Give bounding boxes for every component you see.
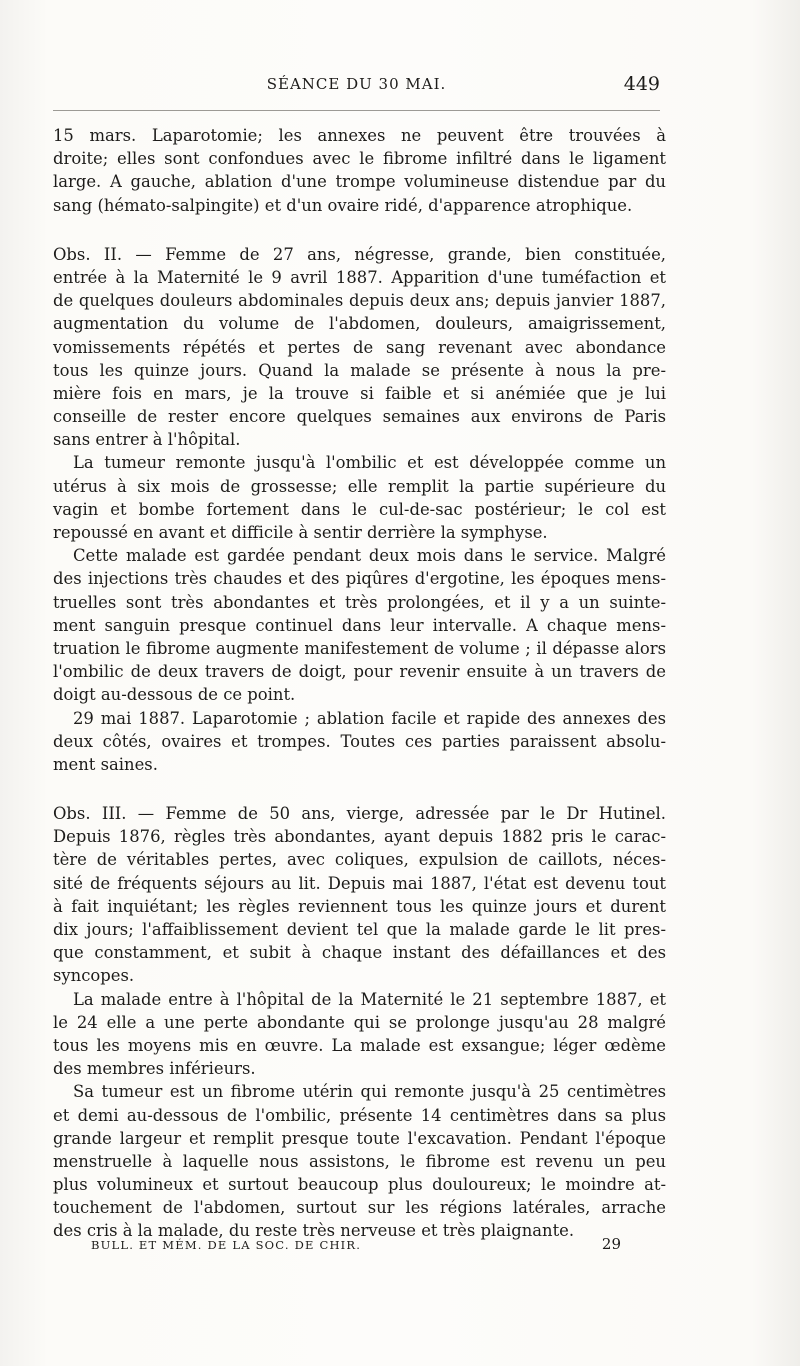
text-line: tère de véritables pertes, avec coliques, expulsion de caillots, néces- xyxy=(53,850,666,870)
text-line: Cette malade est gardée pendant deux mois dans le service. Malgré xyxy=(73,546,666,566)
text-line: syncopes. xyxy=(53,966,135,986)
paragraph xyxy=(53,451,666,544)
text-line: vomissements répétés et pertes de sang revenant avec abondance xyxy=(53,337,666,357)
text-line: Obs. II. — Femme de 27 ans, négresse, grande, bien constituée, xyxy=(53,244,666,264)
text-line: sité de fréquents séjours au lit. Depuis mai 1887, l'état est devenu tout xyxy=(53,873,666,893)
text-line: Sa tumeur est un fibrome utérin qui remonte jusqu'à 25 centimètres xyxy=(73,1082,666,1102)
page-number: 449 xyxy=(623,73,660,95)
text-line: à fait inquiétant; les règles reviennent tous les quinze jours et durent xyxy=(53,896,666,916)
text-line: ment sanguin presque continuel dans leur intervalle. A chaque mens- xyxy=(53,615,666,635)
paragraph xyxy=(53,1080,666,1242)
text-line: touchement de l'abdomen, surtout sur les régions latérales, arrache xyxy=(53,1198,666,1218)
text-line: 15 mars. Laparotomie; les annexes ne peuvent être trouvées à xyxy=(53,126,666,145)
paragraph xyxy=(53,243,666,452)
text-line: grande largeur et remplit presque toute l'excavation. Pendant l'époque xyxy=(53,1128,666,1148)
text-line: utérus à six mois de grossesse; elle remplit la partie supérieure du xyxy=(53,476,666,496)
text-line: truation le fibrome augmente manifestement de volume ; il dépasse alors xyxy=(53,638,666,658)
text-line: sang (hémato-salpingite) et d'un ovaire ridé, d'apparence atrophique. xyxy=(53,195,633,215)
text-line: et demi au-dessous de l'ombilic, présente 14 centimètres dans sa plus xyxy=(53,1105,666,1125)
text-line: que constamment, et subit à chaque instant des défaillances et des xyxy=(53,943,666,963)
paragraph xyxy=(53,802,666,988)
paragraph xyxy=(53,124,666,217)
text-line: sans entrer à l'hôpital. xyxy=(53,430,241,450)
text-line: repoussé en avant et difficile à sentir derrière la symphyse. xyxy=(53,523,548,542)
paragraph-gap xyxy=(53,776,666,802)
body-text xyxy=(53,124,666,1243)
text-line: des membres inférieurs. xyxy=(53,1059,256,1079)
text-line: tous les quinze jours. Quand la malade se présente à nous la pre- xyxy=(53,360,666,380)
text-line: mière fois en mars, je la trouve si faible et si anémiée que je lui xyxy=(53,383,666,403)
running-head xyxy=(53,75,660,103)
journal-title: BULL. ET MÉM. DE LA SOC. DE CHIR. xyxy=(91,1238,362,1252)
text-line: l'ombilic de deux travers de doigt, pour revenir ensuite à un travers de xyxy=(53,662,666,682)
text-line: vagin et bombe fortement dans le cul-de-sac postérieur; le col est xyxy=(53,499,666,519)
text-line: des injections très chaudes et des piqûres d'ergotine, les époques mens- xyxy=(53,569,666,589)
paragraph xyxy=(53,988,666,1081)
text-line: de quelques douleurs abdominales depuis deux ans; depuis janvier 1887, xyxy=(53,291,666,311)
text-line: Depuis 1876, règles très abondantes, ayant depuis 1882 pris le carac- xyxy=(53,827,666,847)
paragraph-gap xyxy=(53,217,666,243)
header-rule xyxy=(53,110,660,111)
text-line: doigt au-dessous de ce point. xyxy=(53,685,296,705)
text-line: droite; elles sont confondues avec le fibrome infiltré dans le ligament xyxy=(53,149,666,169)
running-title: SÉANCE DU 30 MAI. xyxy=(266,75,447,93)
text-line: 29 mai 1887. Laparotomie ; ablation facile et rapide des annexes des xyxy=(73,708,666,728)
text-line: deux côtés, ovaires et trompes. Toutes ces parties paraissent absolu- xyxy=(53,731,666,751)
text-line: menstruelle à laquelle nous assistons, le fibrome est revenu un peu xyxy=(53,1151,666,1171)
text-line: plus volumineux et surtout beaucoup plus douloureux; le moindre at- xyxy=(53,1175,666,1195)
text-line: Obs. III. — Femme de 50 ans, vierge, adressée par le Dr Hutinel. xyxy=(53,804,666,824)
text-line: ment saines. xyxy=(53,754,158,774)
paragraph xyxy=(53,707,666,777)
text-line: large. A gauche, ablation d'une trompe volumineuse distendue par du xyxy=(53,172,666,192)
text-line: augmentation du volume de l'abdomen, douleurs, amaigrissement, xyxy=(53,314,666,334)
text-line: dix jours; l'affaiblissement devient tel que la malade garde le lit pres- xyxy=(53,920,666,939)
text-line: tous les moyens mis en œuvre. La malade est exsangue; léger œdème xyxy=(53,1035,666,1055)
text-line: truelles sont très abondantes et très prolongées, et il y a un suinte- xyxy=(53,592,666,612)
text-line: le 24 elle a une perte abondante qui se prolonge jusqu'au 28 malgré xyxy=(53,1012,666,1032)
text-line: conseille de rester encore quelques semaines aux environs de Paris xyxy=(53,407,666,427)
signature-mark: 29 xyxy=(601,1235,621,1253)
page-footer xyxy=(91,1235,621,1257)
text-line: La tumeur remonte jusqu'à l'ombilic et est développée comme un xyxy=(73,453,666,473)
text-line: entrée à la Maternité le 9 avril 1887. Apparition d'une tuméfaction et xyxy=(53,267,666,287)
text-line: des cris à la malade, du reste très nerveuse et très plaignante. xyxy=(53,1221,575,1241)
paragraph xyxy=(53,544,666,706)
text-line: La malade entre à l'hôpital de la Maternité le 21 septembre 1887, et xyxy=(73,989,666,1009)
